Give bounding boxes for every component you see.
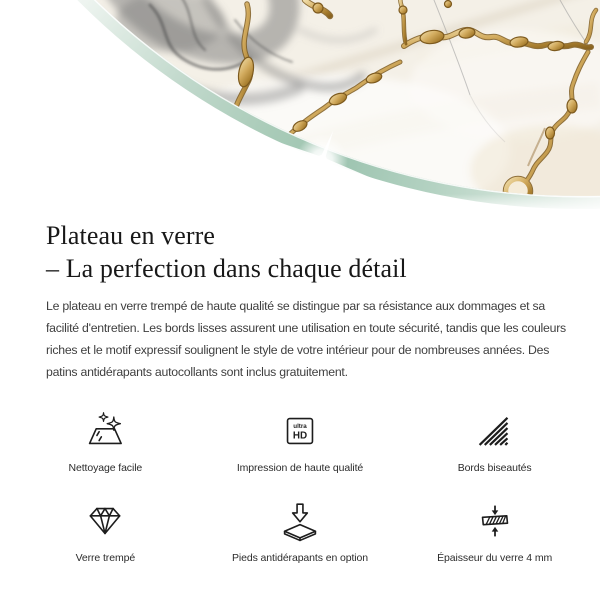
feature-label: Verre trempé — [75, 552, 136, 564]
diamond-icon — [82, 499, 128, 543]
feature-label: Épaisseur du verre 4 mm — [437, 552, 553, 564]
feature-label: Nettoyage facile — [68, 462, 143, 474]
title-line-2: – La perfection dans chaque détail — [46, 254, 407, 283]
feature-glass-thickness — [397, 499, 592, 564]
feature-easy-cleaning — [8, 409, 203, 474]
feature-beveled-edges — [397, 409, 592, 474]
product-hero-image — [0, 0, 600, 212]
product-description-section — [0, 219, 600, 383]
title-line-1: Plateau en verre — [46, 221, 216, 250]
beveled-edge-icon — [472, 409, 518, 453]
feature-tempered-glass — [8, 499, 203, 564]
hero-bottom-fade — [0, 194, 600, 212]
feature-grid — [0, 409, 600, 564]
glass-thickness-icon — [472, 499, 518, 543]
marble-surface — [0, 0, 600, 212]
svg-text:ultra: ultra — [293, 423, 307, 431]
description-paragraph: Le plateau en verre trempé de haute qualité se distingue par sa résistance aux dommages et sa facilité d'entretien. Les bords lisses assurent une utilisation en toute sécurité, tandis que les couleurs riches et le motif expressif soulignent le style de votre intérieur pour de nombreuses années. Des patins antidérapants autocollants sont inclus gratuitement. — [46, 299, 566, 379]
feature-label: Bords biseautés — [457, 462, 532, 474]
feature-anti-slip-pads — [203, 499, 398, 564]
feature-print-quality — [203, 409, 398, 474]
feature-label: Pieds antidérapants en option — [231, 552, 369, 564]
anti-slip-pad-icon — [277, 499, 323, 543]
page-title — [46, 219, 554, 285]
feature-label: Impression de haute qualité — [236, 462, 364, 474]
svg-text:HD: HD — [292, 430, 308, 442]
sparkle-clean-icon — [82, 409, 128, 453]
ultra-hd-icon — [277, 409, 323, 453]
